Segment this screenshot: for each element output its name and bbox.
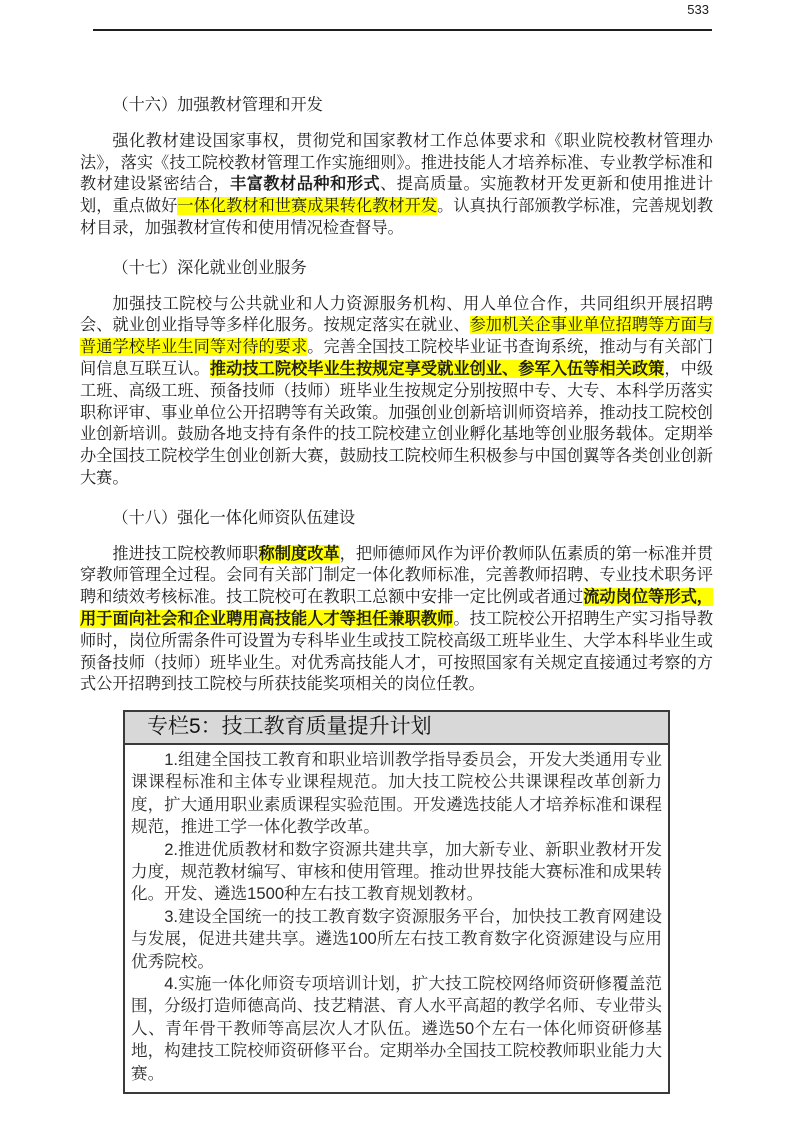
- panel-title: 专栏5：技工教育质量提升计划: [125, 712, 668, 745]
- document-body: [80, 95, 713, 1094]
- panel-item: 3.建设全国统一的技工教育数字资源服务平台，加快技工教育网建设与发展，促进共建共享。遴选100所左右技工教育数字化资源建设与应用优秀院校。: [131, 906, 662, 971]
- highlighted-text-run: 参加机关企事业单位招聘等方面与普通学校毕业生同等对待的要求: [80, 316, 714, 357]
- text-run: 强化教材建设国家事权，贯彻党和国家教材工作总体要求和《职业院校教材管理办法》，落实《技工院校教材管理工作实施细则》。推进技能人才培养标准、专业教学标准和教材建设紧密结合，: [80, 131, 713, 194]
- panel-body: [125, 745, 668, 1092]
- paragraph: [80, 544, 713, 697]
- page-number: 533: [687, 2, 709, 17]
- panel-item: 1.组建全国技工教育和职业培训教学指导委员会，开发大类通用专业课课程标准和主体专业课程规范。加大技工院校公共课课程改革创新力度，扩大通用职业素质课程实验范围。开发遴选技能人才培养标准和课程规范，推进工学一体化教学改革。: [131, 749, 662, 837]
- highlighted-text-run: 一体化教材和世赛成果转化教材开发: [177, 197, 438, 216]
- section-heading: （十七）深化就业创业服务: [112, 258, 307, 277]
- text-run: 。认真执行部颁教学标准，完善规划教材目录，加强教材宣传和使用情况检查督导。: [80, 197, 714, 237]
- text-run: 推进技工院校教师职: [112, 544, 259, 563]
- text-run: ，把师德师风作为评价教师队伍素质的第一标准并贯穿教师管理全过程。会同有关部门制定一体化教师标准，完善教师招聘、专业技术职务评聘和绩效考核标准。技工院校可在教职工总额中安排一定比例或者通过: [80, 544, 714, 607]
- text-run: 。完善全国技工院校毕业证书查询系统，推动与有关部门间信息互联互认。: [80, 338, 714, 378]
- panel-item: 2.推进优质教材和数字资源共建共享，加大新专业、新职业教材开发力度，规范教材编写、审核和使用管理。推动世界技能大赛标准和成果转化。开发、遴选1500种左右技工教育规划教材。: [131, 839, 662, 904]
- text-run: 。技工院校公开招聘生产实习指导教师时，岗位所需条件可设置为专科毕业生或技工院校高级工班毕业生、大学本科毕业生或预备技师（技师）班毕业生。对优秀高技能人才，可按照国家有关规定直接通过考察的方式公开招聘到技工院校与所获技能奖项相关的岗位任教。: [80, 609, 714, 694]
- section-heading: （十八）强化一体化师资队伍建设: [112, 508, 356, 527]
- paragraph: [80, 294, 713, 490]
- panel-item: 4.实施一体化师资专项培训计划，扩大技工院校网络师资研修覆盖范围，分级打造师德高尚、技艺精湛、育人水平高超的教学名师、专业带头人、青年骨干教师等高层次人才队伍。遴选50个左右一体化师资研修基地，构建技工院校师资研修平台。定期举办全国技工院校教师职业能力大赛。: [131, 973, 662, 1083]
- highlighted-bold-text-run: 推动技工院校毕业生按规定享受就业创业、参军入伍等相关政策: [209, 359, 665, 378]
- highlighted-bold-text-run: 流动岗位等形式，用于面向社会和企业聘用高技能人才等担任兼职教师: [80, 588, 713, 628]
- header-rule: [93, 29, 712, 31]
- text-run: 、提高质量。实施教材开发更新和使用推进计划，重点做好: [80, 175, 714, 216]
- section-heading: （十六）加强教材管理和开发: [112, 96, 323, 114]
- highlight-panel: [123, 710, 670, 1094]
- text-run: ，中级工班、高级工班、预备技师（技师）班毕业生按规定分别按照中专、大专、本科学历落实职称评审、事业单位公开招聘等有关政策。加强创业创新培训师资培养，推动技工院校创业创新培训。鼓励各地支持有条件的技工院校建立创业孵化基地等创业服务载体。定期举办全国技工院校学生创业创新大赛，鼓励技工院校师生积极参与中国创翼等各类创业创新大赛。: [80, 359, 714, 487]
- paragraph: [80, 131, 713, 240]
- sections-container: [80, 95, 713, 696]
- highlighted-bold-text-run: 称制度改革: [258, 544, 340, 563]
- bold-text-run: 丰富教材品种和形式: [230, 175, 381, 194]
- text-run: 加强技工院校与公共就业和人力资源服务机构、用人单位合作，共同组织开展招聘会、就业创业指导等多样化服务。按规定落实在就业、: [80, 294, 713, 335]
